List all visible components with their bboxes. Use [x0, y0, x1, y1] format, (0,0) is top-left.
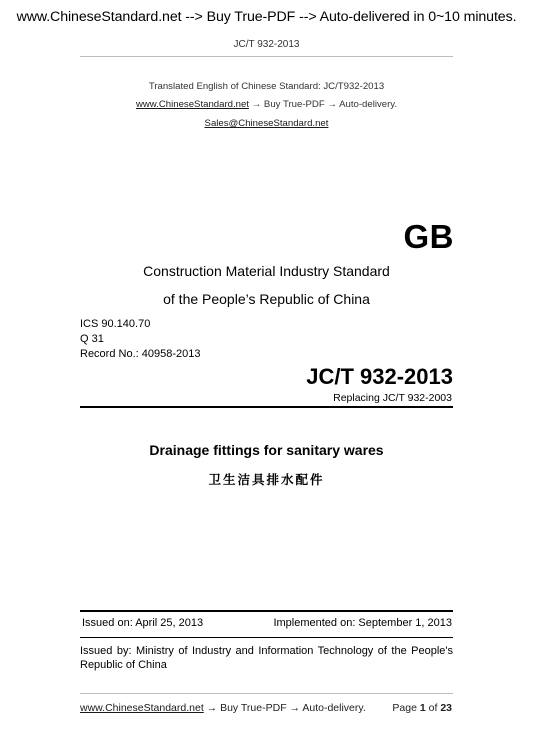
page-of: of — [428, 702, 438, 714]
implemented-on: Implemented on: September 1, 2013 — [273, 617, 452, 629]
buy-line-text: → Buy True-PDF → Auto-delivery. — [249, 99, 398, 110]
footer-buy-text: → Buy True-PDF → Auto-delivery. — [203, 702, 366, 714]
translation-note: Translated English of Chinese Standard: JC/T932-2013 — [148, 81, 385, 92]
record-number: Record No.: 40958-2013 — [80, 348, 201, 360]
cover-divider-dates-top — [80, 610, 453, 612]
document-title-chinese: 卫生洁具排水配件 — [208, 472, 325, 487]
email-link[interactable]: Sales@ChineseStandard.net — [204, 118, 329, 129]
footer-divider — [80, 693, 453, 694]
issued-on: Issued on: April 25, 2013 — [82, 617, 204, 629]
issued-by: Issued by: Ministry of Industry and Information Technology of the People's Republic of China — [80, 645, 453, 671]
ccs-code: Q 31 — [80, 333, 104, 345]
document-title: Drainage fittings for sanitary wares — [149, 442, 384, 458]
gb-mark: GB — [403, 218, 454, 255]
page-label: Page — [392, 702, 417, 714]
translation-note-links — [0, 99, 533, 110]
industry-standard-line: Construction Material Industry Standard — [143, 263, 390, 279]
page-total: 23 — [440, 702, 452, 714]
page-current: 1 — [419, 702, 426, 714]
footer-links — [80, 702, 366, 714]
page-indicator — [392, 702, 452, 714]
header-divider — [80, 56, 453, 57]
footer-site-link[interactable]: www.ChineseStandard.net — [80, 702, 204, 714]
republic-line: of the People’s Republic of China — [163, 291, 370, 307]
email-row — [0, 118, 533, 129]
top-banner[interactable]: www.ChineseStandard.net --> Buy True-PDF --> Auto-delivered in 0~10 minutes. — [16, 9, 517, 25]
replacing-standard: Replacing JC/T 932-2003 — [333, 392, 452, 404]
cover-divider-top — [80, 406, 453, 408]
cover-divider-dates-bottom — [80, 637, 453, 638]
header-doc-code: JC/T 932-2013 — [233, 39, 300, 50]
ics-code: ICS 90.140.70 — [80, 318, 151, 330]
site-link[interactable]: www.ChineseStandard.net — [135, 99, 249, 110]
standard-number: JC/T 932-2013 — [306, 364, 453, 389]
